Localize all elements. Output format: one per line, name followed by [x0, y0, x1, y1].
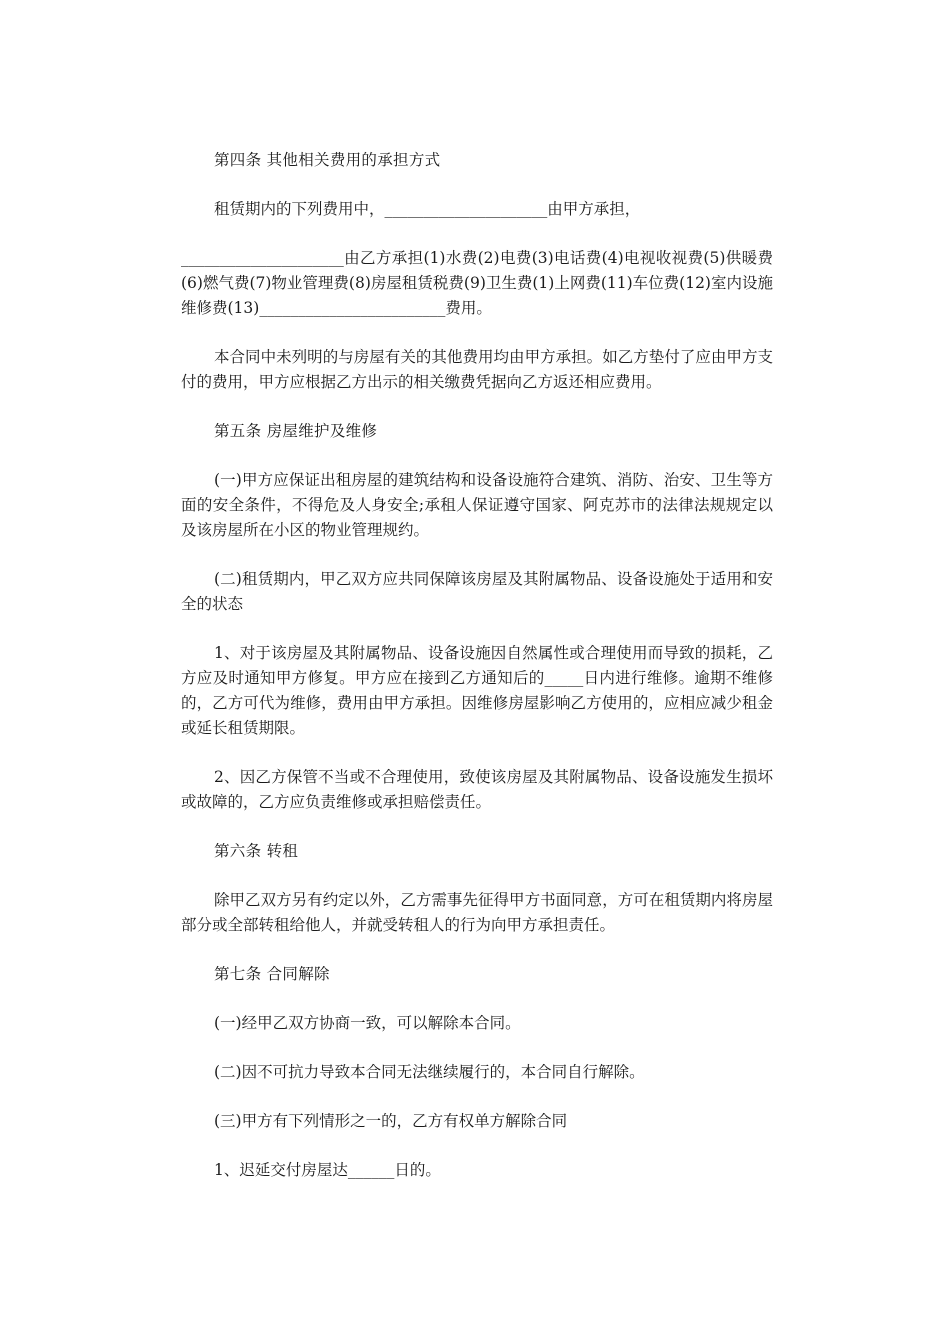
article-5-paragraph-3: 1、对于该房屋及其附属物品、设备设施因自然属性或合理使用而导致的损耗，乙方应及时通知甲方修复。甲方应在接到乙方通知后的_____日内进行维修。逾期不维修的，乙方可代为维修，费用由甲方承担。因维修房屋影响乙方使用的，应相应减少租金或延长租赁期限。: [181, 644, 773, 737]
article-6-paragraph-1: 除甲乙双方另有约定以外，乙方需事先征得甲方书面同意，方可在租赁期内将房屋部分或全部转租给他人，并就受转租人的行为向甲方承担责任。: [181, 891, 773, 934]
article-6-title: 第六条 转租: [214, 842, 299, 860]
article-5-paragraph-1: (一)甲方应保证出租房屋的建筑结构和设备设施符合建筑、消防、治安、卫生等方面的安全条件，不得危及人身安全;承租人保证遵守国家、阿克苏市的法律法规规定以及该房屋所在小区的物业管理规约。: [181, 471, 773, 539]
article-4-paragraph-3: 本合同中未列明的与房屋有关的其他费用均由甲方承担。如乙方垫付了应由甲方支付的费用，甲方应根据乙方出示的相关缴费凭据向乙方返还相应费用。: [181, 348, 773, 391]
article-4-title: 第四条 其他相关费用的承担方式: [214, 151, 441, 169]
article-5-paragraph-2: (二)租赁期内，甲乙双方应共同保障该房屋及其附属物品、设备设施处于适用和安全的状态: [181, 570, 773, 613]
article-7-paragraph-1: (一)经甲乙双方协商一致，可以解除本合同。: [214, 1014, 521, 1032]
article-7-paragraph-2: (二)因不可抗力导致本合同无法继续履行的，本合同自行解除。: [214, 1063, 645, 1081]
article-7-paragraph-4: 1、迟延交付房屋达______日的。: [214, 1161, 441, 1179]
document-body: [181, 148, 773, 1207]
article-5-paragraph-4: 2、因乙方保管不当或不合理使用，致使该房屋及其附属物品、设备设施发生损坏或故障的，乙方应负责维修或承担赔偿责任。: [181, 768, 773, 811]
article-5-title: 第五条 房屋维护及维修: [214, 422, 378, 440]
article-4-paragraph-2: _____________________由乙方承担(1)水费(2)电费(3)电话费(4)电视收视费(5)供暖费(6)燃气费(7)物业管理费(8)房屋租赁税费(9)卫生费(1)上网费(11)车位费(12)室内设施维修费(13)________________________费用。: [181, 249, 773, 317]
article-7-title: 第七条 合同解除: [214, 965, 330, 983]
article-4-paragraph-1: 租赁期内的下列费用中，_____________________由甲方承担，: [214, 200, 641, 218]
article-7-paragraph-3: (三)甲方有下列情形之一的，乙方有权单方解除合同: [214, 1112, 568, 1130]
